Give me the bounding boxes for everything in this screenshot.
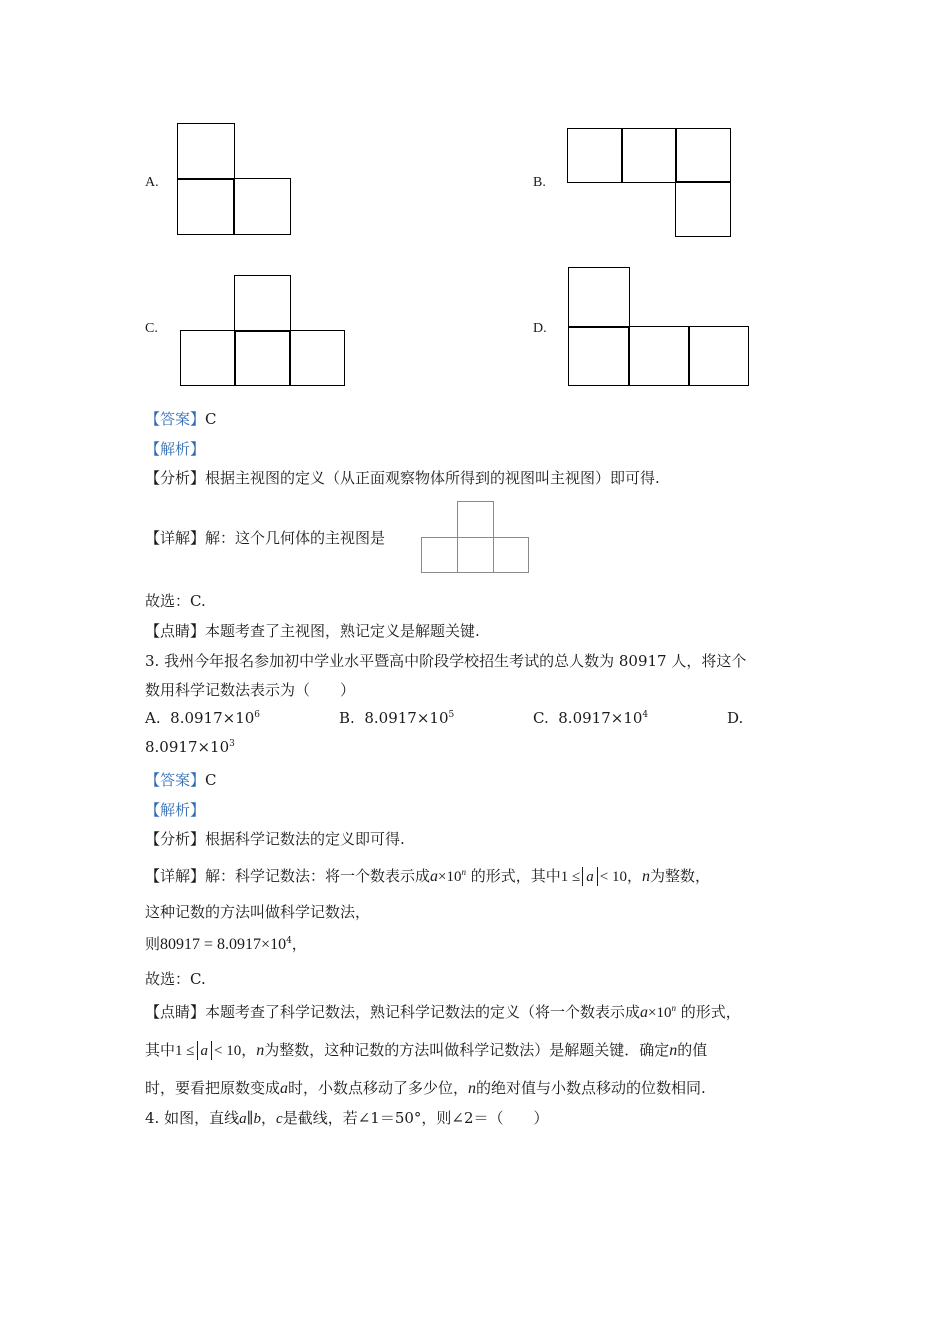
dj-var-n-2: n [669,1042,678,1059]
q2-xiangjie [145,528,385,548]
q3-dianjing-line2 [145,1040,707,1061]
xj-l3-expr: 80917 = 8.0917×10 [160,936,287,953]
q4-var-b: b [253,1111,262,1127]
fenxi-text: 根据科学记数法的定义即可得. [205,830,405,848]
xj-text-2: 的形式，其中 [470,867,561,885]
q3-option-d-label: D. [727,709,744,727]
q3-option-c-base: 8.0917×10 [558,709,643,727]
q4-stem-pre: 4. 如图，直线 [145,1109,240,1127]
q2-fenxi [145,468,660,488]
q3-option-b-label: B. [339,709,355,727]
dj-var-a-2: a [280,1080,289,1097]
dj-ineq-left: 1 ≤ [175,1043,195,1059]
dj-exp-n: n [671,1003,676,1013]
q3-option-d-base: 8.0917×10 [145,738,230,756]
q4-stem-mid: 是截线，若∠1＝50°，则∠2＝（ ） [282,1109,549,1127]
answer-value: C [205,771,217,789]
q3-option-b [339,709,454,727]
xj-l3-post: ， [291,935,307,953]
dj-l2-text-3: 为整数，这种记数的方法叫做科学记数法）是解题关键．确定 [264,1041,670,1059]
q2-dianjing [145,621,480,641]
q3-option-c [533,709,648,727]
option-a-label: A. [145,175,159,190]
q4-comma: ， [261,1109,277,1127]
dianjing-text: 本题考查了主视图，熟记定义是解题关键. [205,622,480,640]
q3-option-d-exp: 3 [229,739,235,749]
dj-l2-text-2: ， [241,1041,257,1059]
xj-exp-n: n [461,867,466,877]
dianjing-tag: 【点睛】 [145,1003,206,1021]
dj-text-2: 的形式， [680,1003,741,1021]
fenxi-tag: 【分析】 [145,830,206,848]
q3-option-a-label: A. [145,709,161,727]
xj-text-1: 解：科学记数法：将一个数表示成 [205,867,431,885]
xj-ineq-right: < 10 [599,869,627,885]
dj-text-1: 本题考查了科学记数法，熟记科学记数法的定义（将一个数表示成 [205,1003,641,1021]
jiexi-tag: 【解析】 [145,801,206,819]
q2-jiexi [145,439,205,459]
q3-fenxi [145,829,405,849]
q3-stem-line1: 3. 我州今年报名参加初中学业水平暨高中阶段学校招生考试的总人数为 80917 人，将这个 [145,652,747,670]
q2-guxuan: 故选：C. [145,592,206,610]
xj-comma: ， [627,867,643,885]
xj-text-3: 为整数， [650,867,711,885]
q3-option-d [145,738,235,756]
jiexi-tag: 【解析】 [145,440,206,458]
dj-var-n-3: n [468,1080,477,1097]
q3-xiangjie-line3 [145,934,307,955]
q4-var-a: a [239,1111,247,1127]
dianjing-tag: 【点睛】 [145,622,206,640]
q3-dianjing-line1 [145,1002,741,1023]
xj-times10: ×10 [438,869,462,885]
q4-parallel: ∥ [246,1109,254,1127]
xj-ineq-left: 1 ≤ [560,869,581,885]
dj-l2-text-1: 其中 [145,1041,176,1059]
q3-option-b-exp: 5 [448,710,455,720]
q3-jiexi [145,800,205,820]
dj-var-a: a [640,1004,649,1021]
xj-l3-pre: 则 [145,935,161,953]
dj-l2-text-4: 的值 [677,1041,708,1059]
q3-dianjing-line3 [145,1078,706,1099]
option-b-label: B. [533,175,546,190]
q2-answer [145,409,217,429]
q4-var-c: c [276,1111,283,1127]
xj-var-a: a [430,868,439,885]
dj-var-n: n [256,1042,265,1059]
fenxi-tag: 【分析】 [145,469,206,487]
q3-answer [145,770,217,790]
dj-l3-text-3: 的绝对值与小数点移动的位数相同. [476,1079,706,1097]
q3-option-c-exp: 4 [642,710,649,720]
dj-abs-a [197,1041,213,1060]
xj-l3-exp: 4 [286,936,292,946]
q3-option-a [145,709,260,727]
dj-abs-a-var: a [200,1043,208,1059]
q3-option-b-base: 8.0917×10 [364,709,449,727]
dj-l3-text-1: 时，要看把原数变成 [145,1079,281,1097]
xj-abs-a-var: a [586,869,594,885]
answer-value: C [205,410,217,428]
q3-xiangjie-line2: 这种记数的方法叫做科学记数法， [145,903,371,921]
option-d-label: D. [533,321,547,336]
q3-option-a-exp: 6 [254,710,261,720]
xj-abs-a [582,867,598,886]
xiangjie-tag: 【详解】 [145,867,206,885]
q3-option-a-base: 8.0917×10 [170,709,255,727]
q3-xiangjie-line1 [145,866,710,887]
dj-l3-text-2: 时，小数点移动了多少位， [288,1079,469,1097]
fenxi-text: 根据主视图的定义（从正面观察物体所得到的视图叫主视图）即可得. [205,469,660,487]
q3-guxuan: 故选：C. [145,970,206,988]
xiangjie-tag: 【详解】 [145,529,206,547]
answer-tag: 【答案】 [145,771,206,789]
xiangjie-text: 解：这个几何体的主视图是 [205,529,386,547]
xj-var-n: n [642,868,651,885]
q3-option-c-label: C. [533,709,549,727]
q4-stem [145,1108,549,1129]
q3-stem-line2: 数用科学记数法表示为（ ） [145,681,356,699]
answer-tag: 【答案】 [145,410,206,428]
dj-ineq-right: < 10 [214,1043,242,1059]
option-c-label: C. [145,321,158,336]
dj-times10: ×10 [648,1005,672,1021]
